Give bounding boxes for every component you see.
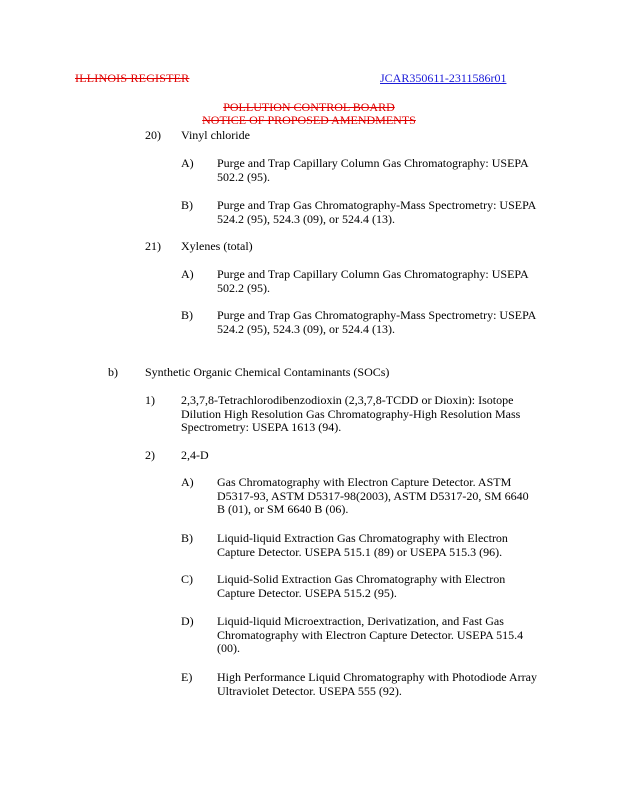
item-number: 2) bbox=[145, 448, 155, 462]
method-line: High Performance Liquid Chromatography with Photodiode Array bbox=[217, 670, 537, 684]
item-number: 20) bbox=[145, 128, 161, 142]
sub-number: C) bbox=[181, 572, 193, 586]
method-text bbox=[217, 199, 536, 226]
section-number: b) bbox=[108, 365, 118, 379]
method-text bbox=[217, 309, 536, 336]
method-line: D5317-93, ASTM D5317-98(2003), ASTM D5317-20, SM 6640 bbox=[217, 488, 529, 503]
method-line: Purge and Trap Capillary Column Gas Chromatography: USEPA bbox=[217, 156, 529, 170]
sub-number: E) bbox=[181, 670, 193, 684]
method-line: Capture Detector. USEPA 515.2 (95). bbox=[217, 585, 397, 600]
section-title: Synthetic Organic Chemical Contaminants (SOCs) bbox=[145, 365, 390, 379]
method-line: Purge and Trap Gas Chromatography-Mass Spectrometry: USEPA bbox=[217, 198, 537, 212]
item-number: 1) bbox=[145, 393, 155, 407]
sub-number: B) bbox=[181, 308, 193, 322]
method-line: Purge and Trap Capillary Column Gas Chromatography: USEPA bbox=[217, 267, 529, 281]
sub-number: B) bbox=[181, 531, 193, 545]
method-text bbox=[217, 532, 508, 559]
method-line: Capture Detector. USEPA 515.1 (89) or USEPA 515.3 (96). bbox=[217, 544, 503, 559]
method-line: 524.2 (95), 524.3 (09), or 524.4 (13). bbox=[217, 211, 395, 226]
method-line: Chromatography with Electron Capture Detector. USEPA 515.4 bbox=[217, 627, 524, 642]
method-text bbox=[217, 573, 505, 600]
method-text bbox=[181, 394, 520, 435]
method-line: Ultraviolet Detector. USEPA 555 (92). bbox=[217, 683, 402, 698]
item-title: Xylenes (total) bbox=[181, 239, 253, 253]
method-line: 524.2 (95), 524.3 (09), or 524.4 (13). bbox=[217, 321, 395, 336]
method-line: 2,3,7,8-Tetrachlorodibenzodioxin (2,3,7,8-TCDD or Dioxin): Isotope bbox=[181, 393, 514, 407]
method-text bbox=[217, 615, 523, 656]
item-title: 2,4-D bbox=[181, 448, 209, 462]
sub-number: A) bbox=[181, 267, 194, 281]
header-left: ILLINOIS REGISTER bbox=[75, 71, 190, 85]
item-title: Vinyl chloride bbox=[181, 128, 250, 142]
method-text bbox=[217, 157, 529, 184]
method-line: 502.2 (95). bbox=[217, 169, 270, 184]
item-number: 21) bbox=[145, 239, 161, 253]
sub-number: A) bbox=[181, 156, 194, 170]
method-line: Gas Chromatography with Electron Capture Detector. ASTM bbox=[217, 475, 512, 489]
header-document-id[interactable]: JCAR350611-2311586r01 bbox=[380, 71, 507, 85]
method-line: (00). bbox=[217, 641, 240, 655]
method-line: Liquid-Solid Extraction Gas Chromatography with Electron bbox=[217, 572, 506, 586]
method-line: Purge and Trap Gas Chromatography-Mass Spectrometry: USEPA bbox=[217, 308, 537, 322]
method-line: Liquid-liquid Extraction Gas Chromatography with Electron bbox=[217, 531, 508, 545]
method-line: B (01), or SM 6640 B (06). bbox=[217, 502, 349, 516]
method-text bbox=[217, 268, 529, 295]
sub-number: D) bbox=[181, 614, 194, 628]
sub-number: B) bbox=[181, 198, 193, 212]
sub-number: A) bbox=[181, 475, 194, 489]
method-line: Dilution High Resolution Gas Chromatography-High Resolution Mass bbox=[181, 406, 521, 421]
method-line: 502.2 (95). bbox=[217, 280, 270, 295]
header-title: POLLUTION CONTROL BOARD bbox=[223, 100, 395, 114]
method-line: Spectrometry: USEPA 1613 (94). bbox=[181, 420, 342, 434]
header-subtitle: NOTICE OF PROPOSED AMENDMENTS bbox=[202, 113, 416, 127]
method-line: Liquid-liquid Microextraction, Derivatization, and Fast Gas bbox=[217, 614, 504, 628]
method-text bbox=[217, 671, 537, 698]
method-text bbox=[217, 476, 529, 517]
